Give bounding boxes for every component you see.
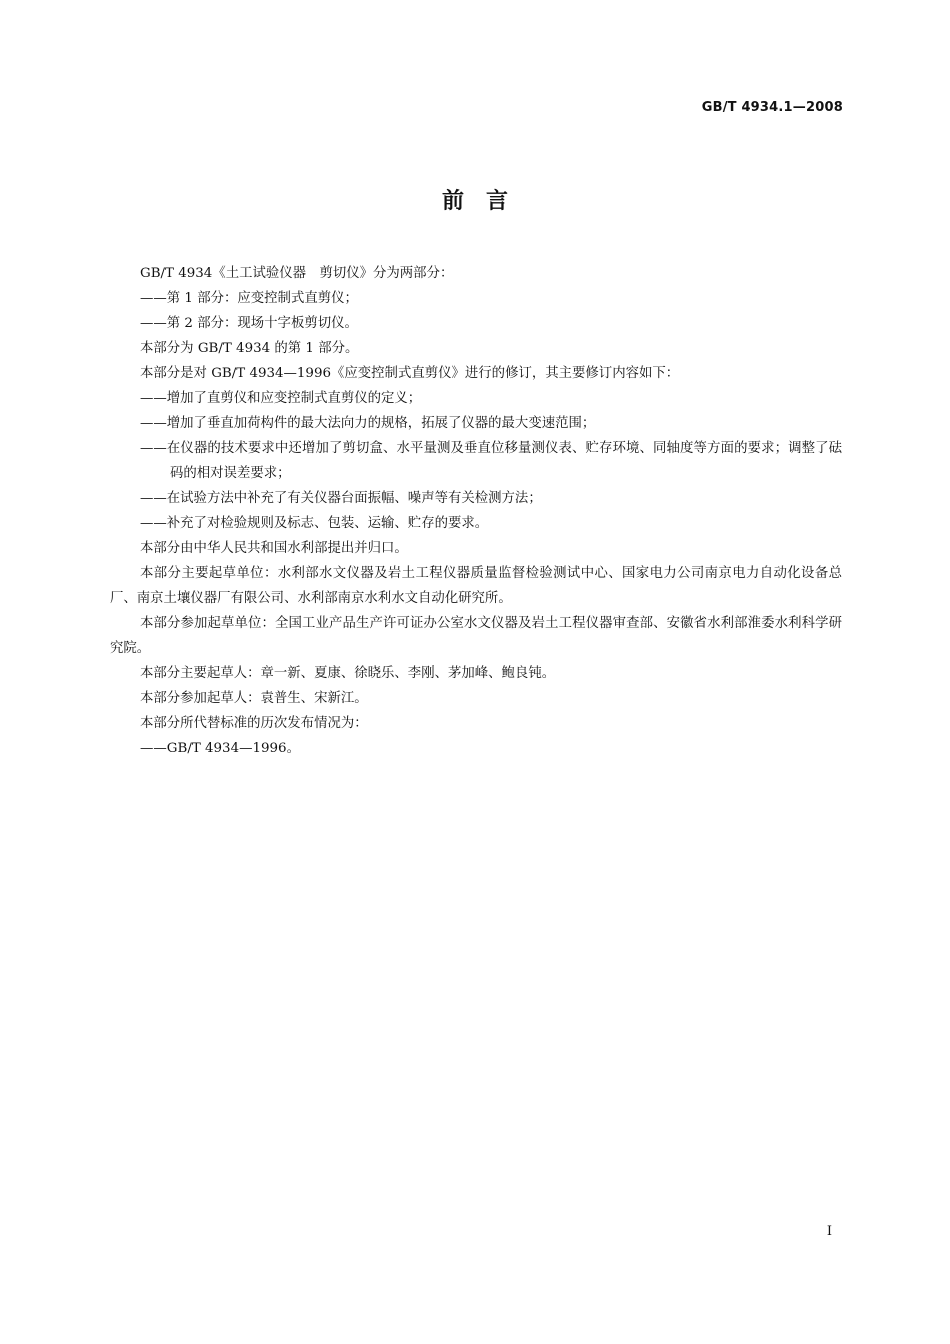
paragraph: GB/T 4934《土工试验仪器 剪切仪》分为两部分： (140, 266, 454, 281)
list-item: ——第 1 部分：应变控制式直剪仪； (140, 291, 358, 306)
list-item: ——增加了垂直加荷构件的最大法向力的规格，拓展了仪器的最大变速范围； (140, 416, 596, 431)
list-item: ——在试验方法中补充了有关仪器台面振幅、噪声等有关检测方法； (140, 491, 542, 506)
paragraph: 本部分所代替标准的历次发布情况为： (140, 716, 368, 731)
paragraph: 本部分主要起草单位：水利部水文仪器及岩土工程仪器质量监督检验测试中心、国家电力公司南京电力自动化设备总厂、南京土壤仪器厂有限公司、水利部南京水利水文自动化研究所。 (110, 566, 842, 606)
page-number: I (826, 1224, 832, 1239)
list-item: ——第 2 部分：现场十字板剪切仪。 (140, 316, 358, 331)
list-item: ——补充了对检验规则及标志、包装、运输、贮存的要求。 (140, 516, 489, 531)
paragraph: 本部分参加起草人：袁普生、宋新江。 (140, 691, 368, 706)
foreword-body (110, 261, 842, 761)
paragraph: 本部分由中华人民共和国水利部提出并归口。 (140, 541, 408, 556)
standard-number: GB/T 4934.1—2008 (701, 100, 843, 115)
paragraph: 本部分参加起草单位：全国工业产品生产许可证办公室水文仪器及岩土工程仪器审查部、安徽省水利部淮委水利科学研究院。 (110, 616, 842, 656)
list-item: ——增加了直剪仪和应变控制式直剪仪的定义； (140, 391, 422, 406)
paragraph: 本部分为 GB/T 4934 的第 1 部分。 (140, 341, 359, 356)
page-title: 前 言 (441, 189, 508, 214)
list-item: ——在仪器的技术要求中还增加了剪切盒、水平量测及垂直位移量测仪表、贮存环境、同轴度等方面的要求；调整了砝码的相对误差要求； (140, 441, 842, 481)
list-item: ——GB/T 4934—1996。 (140, 741, 300, 756)
paragraph: 本部分是对 GB/T 4934—1996《应变控制式直剪仪》进行的修订，其主要修订内容如下： (140, 366, 680, 381)
paragraph: 本部分主要起草人：章一新、夏康、徐晓乐、李刚、茅加峰、鲍良钝。 (140, 666, 556, 681)
